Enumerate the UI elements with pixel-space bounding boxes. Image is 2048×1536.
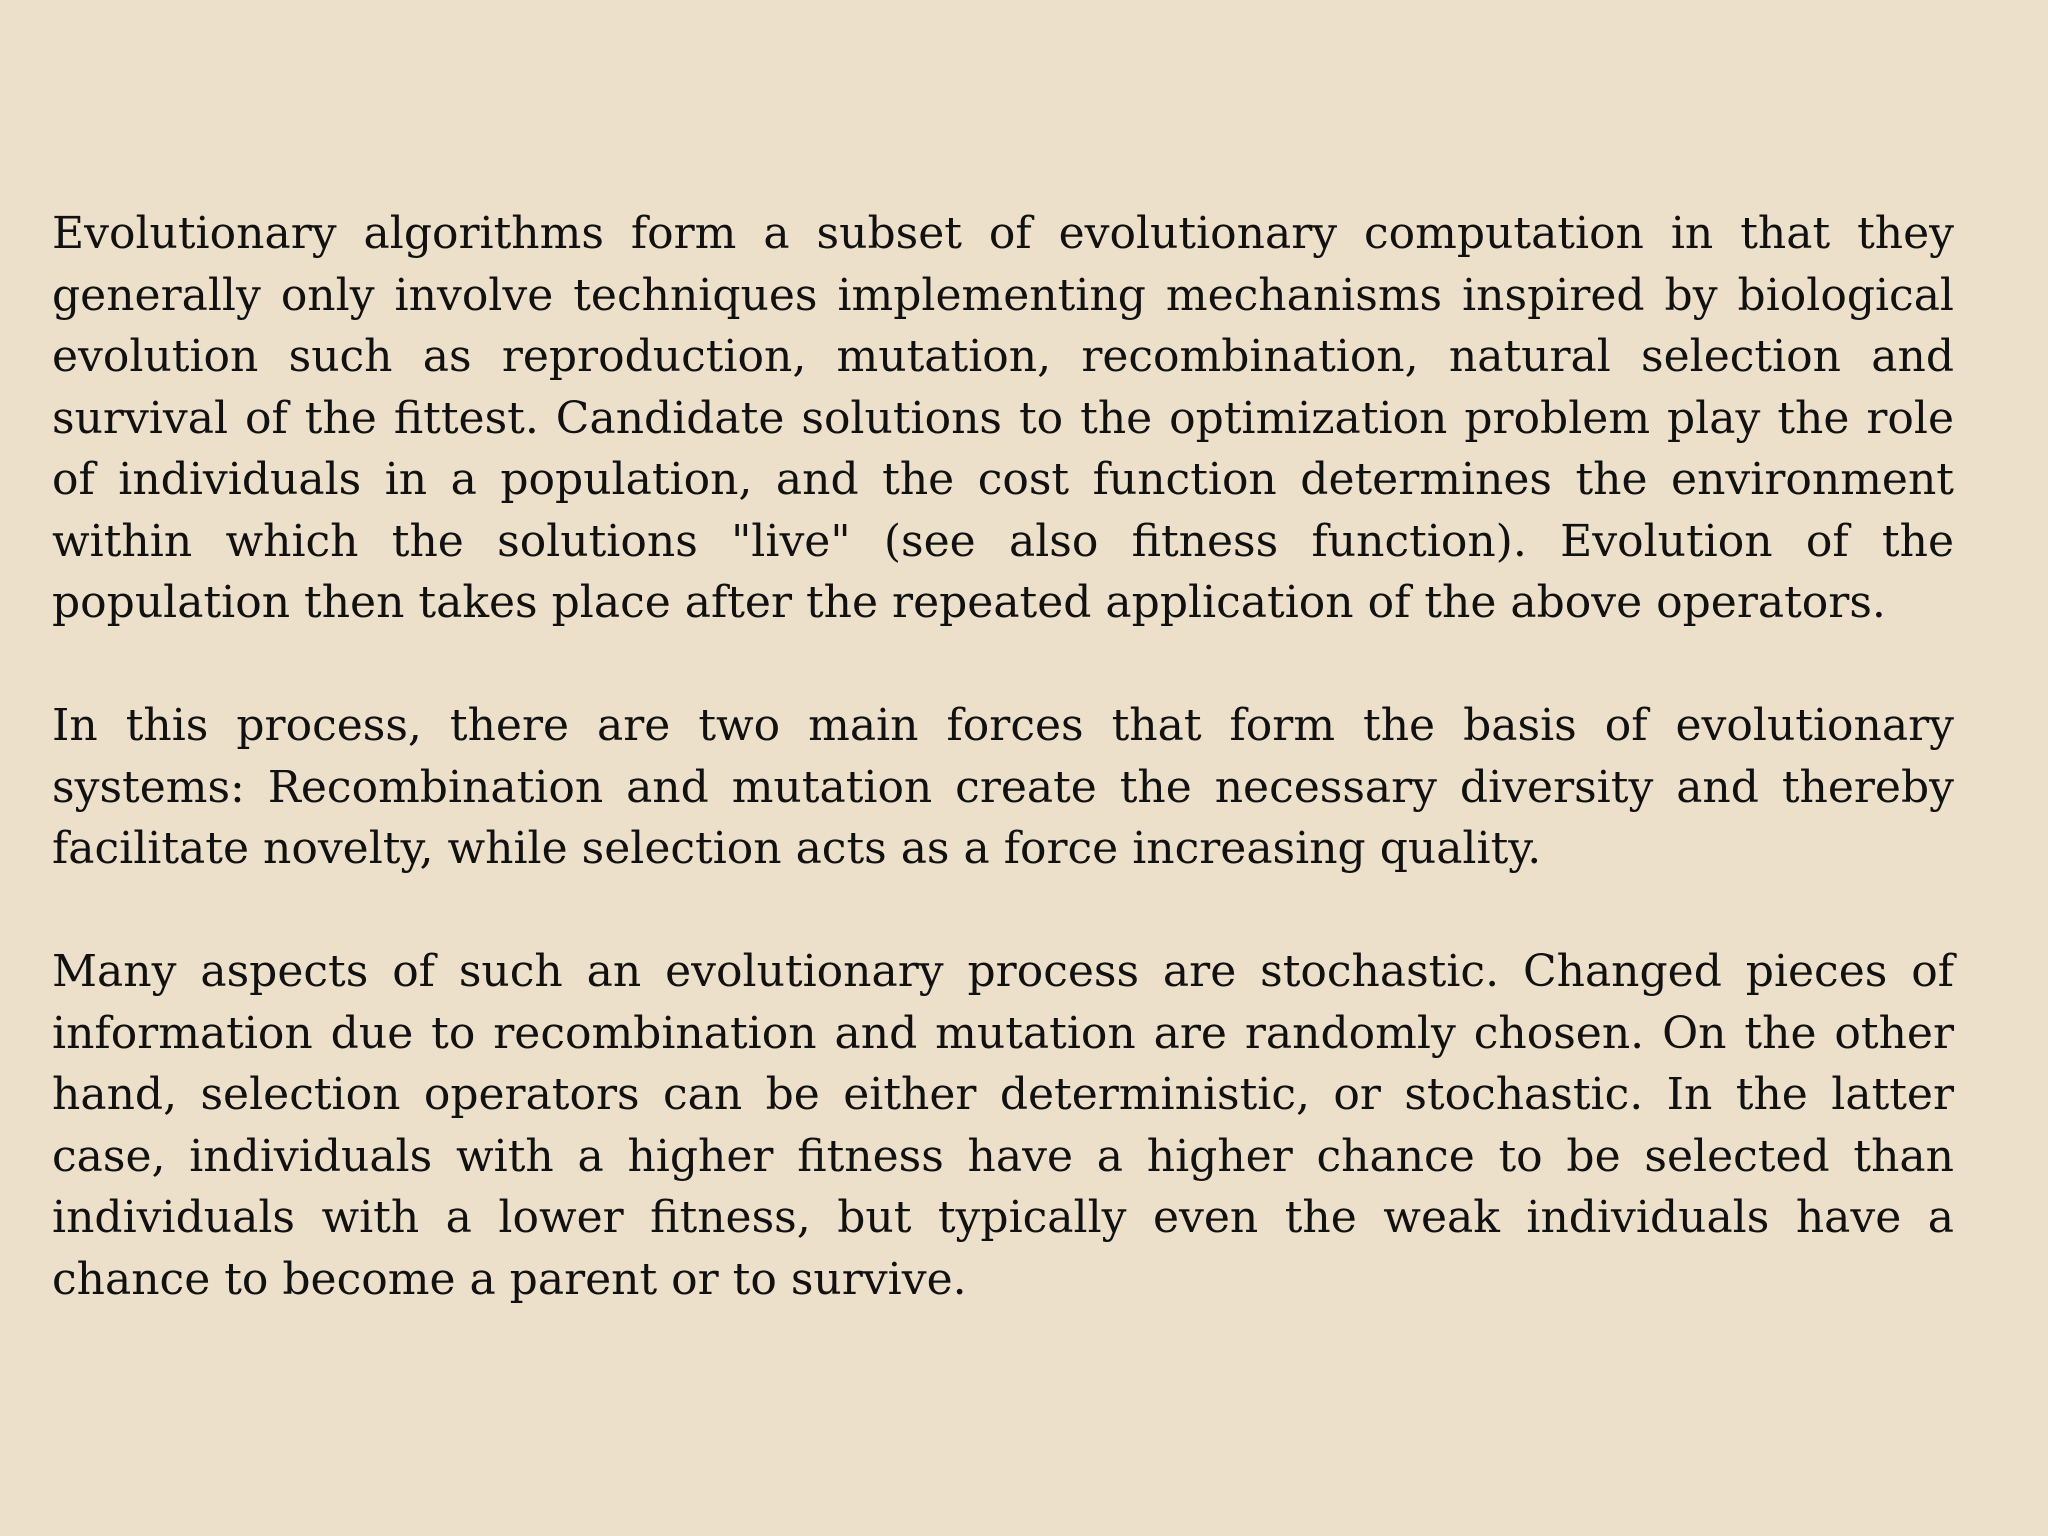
paragraph-3: Many aspects of such an evolutionary process are stochastic. Changed pieces of information due to recombination and mutation are randomly chosen. On the other hand, selection operators can be either deterministic, or stochastic. In the latter case, individuals with a higher fitness have a higher chance to be selected than individuals with a lower fitness, but typically even the weak individuals have a chance to become a parent or to survive. bbox=[52, 946, 1954, 1305]
paragraph-2: In this process, there are two main forces that form the basis of evolutionary systems: Recombination and mutation create the necessary diversity and thereby facilitate novelty, while selection acts as a force increasing quality. bbox=[52, 700, 1954, 874]
body-text bbox=[52, 203, 1954, 1310]
paragraph-spacer bbox=[52, 634, 1954, 696]
paragraph-1: Evolutionary algorithms form a subset of evolutionary computation in that they generally only involve techniques implementing mechanisms inspired by biological evolution such as reproduction, mutation, recombination, natural selection and survival of the fittest. Candidate solutions to the optimization problem play the role of individuals in a population, and the cost function determines the environment within which the solutions "live" (see also fitness function). Evolution of the population then takes place after the repeated application of the above operators. bbox=[52, 208, 1954, 628]
paragraph-spacer bbox=[52, 880, 1954, 942]
